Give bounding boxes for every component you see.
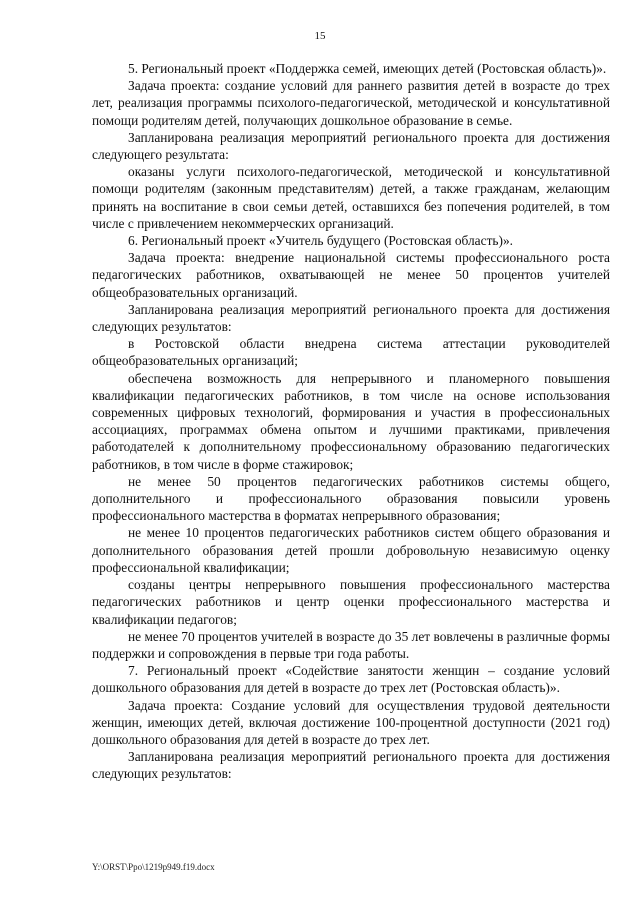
paragraph: не менее 70 процентов учителей в возрасте до 35 лет вовлечены в различные формы поддержки и сопровождения в первые три года работы. (92, 628, 610, 661)
paragraph: в Ростовской области внедрена система аттестации руководителей общеобразовательных организаций; (92, 336, 610, 369)
page-number: 15 (314, 30, 326, 42)
paragraph: Задача проекта: внедрение национальной системы профессионального роста педагогических работников, охватывающей не менее 50 процентов учителей общеобразовательных организаций. (92, 250, 610, 300)
paragraph: оказаны услуги психолого-педагогической, методической и консультативной помощи родителям (законным представителям) детей, а также гражданам, желающим принять на воспитание в свои семьи детей, оставшихся без попечения родителей, в том числе с привлечением некоммерческих организаций. (92, 164, 610, 231)
footer-file-path: Y:\ORST\Ppo\1219p949.f19.docx (92, 862, 215, 872)
paragraph: Задача проекта: создание условий для раннего развития детей в возрасте до трех лет, реализация программы психолого-педагогической, методической и консультативной помощи родителям детей, получающих дошкольное образование в семье. (92, 78, 610, 128)
paragraph: созданы центры непрерывного повышения профессионального мастерства педагогических работников и центр оценки профессионального мастерства и квалификации педагогов; (92, 577, 610, 627)
document-body (92, 60, 610, 783)
paragraph: 5. Региональный проект «Поддержка семей, имеющих детей (Ростовская область)». (128, 61, 607, 76)
paragraph: не менее 10 процентов педагогических работников систем общего образования и дополнительного образования детей прошли добровольную независимую оценку профессиональной квалификации; (92, 525, 610, 575)
paragraph: Запланирована реализация мероприятий регионального проекта для достижения следующих результатов: (92, 749, 610, 782)
paragraph: Запланирована реализация мероприятий регионального проекта для достижения следующих результатов: (92, 301, 610, 335)
paragraph: Запланирована реализация мероприятий регионального проекта для достижения следующего результата: (92, 129, 610, 163)
paragraph: Задача проекта: Создание условий для осуществления трудовой деятельности женщин, имеющих детей, включая достижение 100-процентной доступности (2021 год) дошкольного образования для детей в возрасте до трех лет. (92, 697, 610, 747)
paragraph: 7. Региональный проект «Содействие занятости женщин – создание условий дошкольного образования для детей в возрасте до трех лет (Ростовская область)». (92, 663, 610, 696)
paragraph: 6. Региональный проект «Учитель будущего (Ростовская область)». (128, 233, 514, 249)
paragraph: обеспечена возможность для непрерывного и планомерного повышения квалификации педагогических работников, в том числе на основе использования современных цифровых технологий, формирования и участия в профессиональных ассоциациях, программах обмена опытом и лучшими практиками, привлечения работодателей к дополнительному профессиональному образованию педагогических работников, в том числе в форме стажировок; (92, 370, 610, 472)
paragraph: не менее 50 процентов педагогических работников системы общего, дополнительного и профессионального образования повысили уровень профессионального мастерства в форматах непрерывного образования; (92, 473, 610, 524)
